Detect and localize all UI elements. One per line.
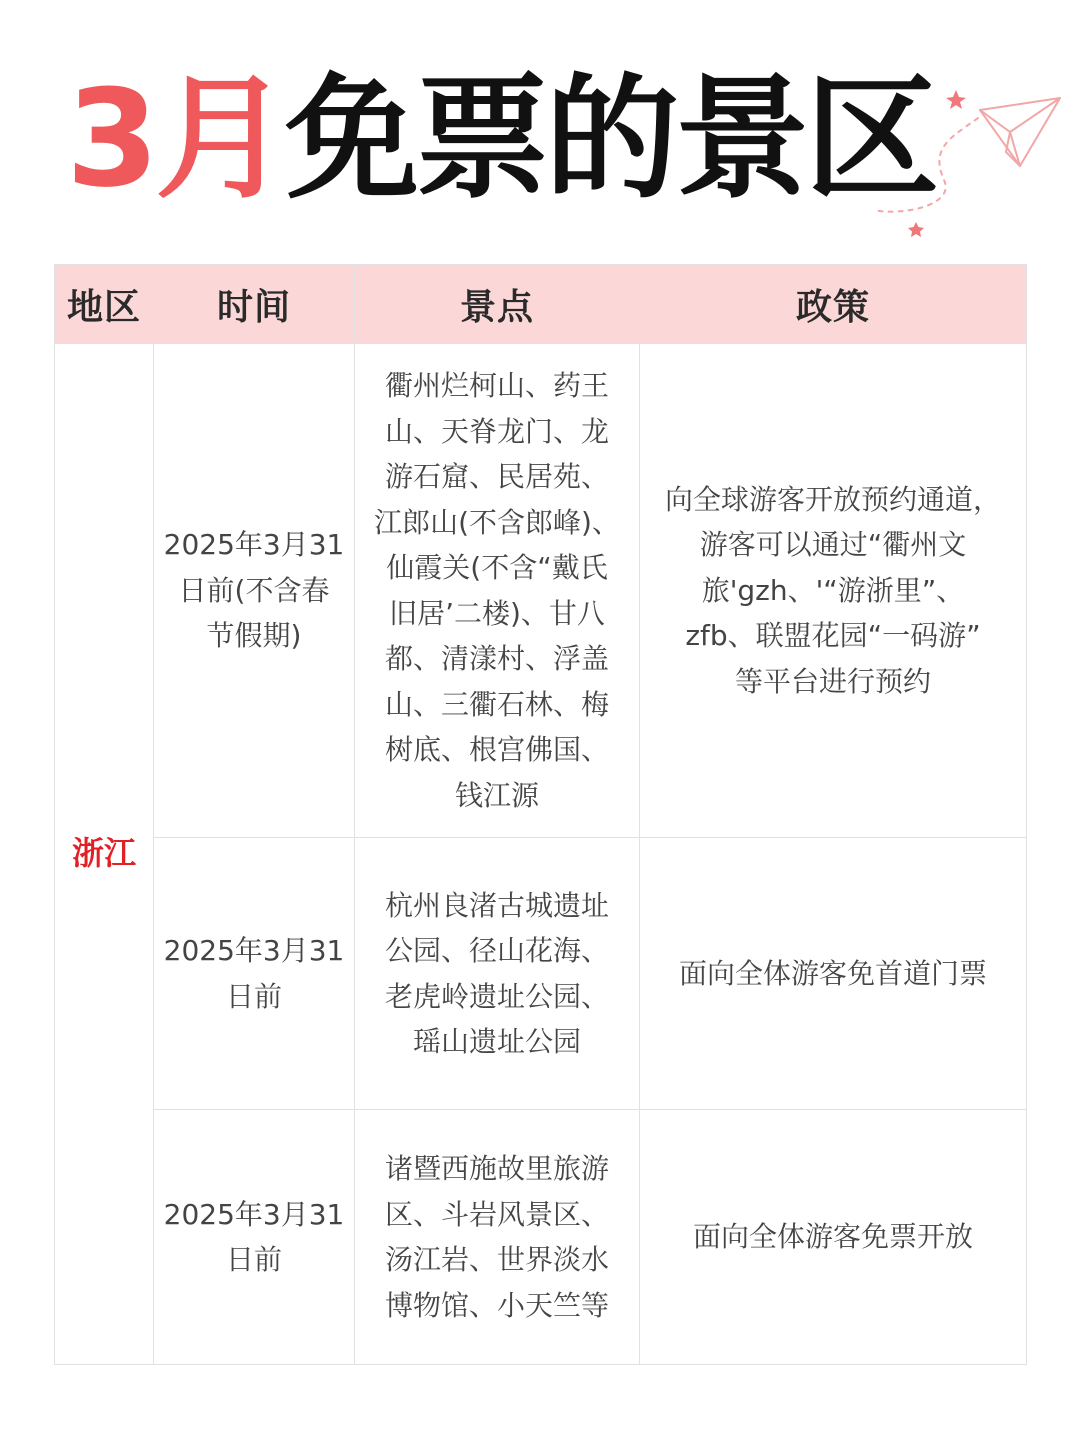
time-cell: [154, 838, 355, 1110]
title-month: 3月: [66, 61, 286, 217]
spots-cell: [355, 344, 640, 838]
time-text: 2025年3月31 日前: [163, 1197, 345, 1276]
header-time: 时间: [154, 265, 355, 344]
time-cell: [154, 1110, 355, 1365]
time-text: 2025年3月31 日前: [163, 934, 345, 1013]
table-header-row: [55, 265, 1027, 344]
table-row: [55, 344, 1027, 838]
title-main: 免票的景区: [285, 61, 936, 217]
policy-cell: [640, 838, 1027, 1110]
table-row: [55, 1110, 1027, 1365]
policy-cell: [640, 344, 1027, 838]
spots-cell: [355, 838, 640, 1110]
page-title: [66, 61, 936, 217]
policy-text: 向全球游客开放预约通道， 游客可以通过“衢州文 旅'gzh、'“游浙里”、 zfb、联盟花园“一码游” 等平台进行预约: [664, 482, 1001, 698]
time-text: 2025年3月31 日前(不含春 节假期): [163, 528, 345, 653]
paper-plane-icon: [860, 88, 1070, 248]
header-spots: 景点: [355, 265, 640, 344]
free-tickets-table: [54, 264, 1026, 1365]
policy-text: 面向全体游客免票开放: [692, 1220, 973, 1254]
spots-text: 杭州良渚古城遗址 公园、径山花海、 老虎岭遗址公园、 瑶山遗址公园: [384, 888, 609, 1058]
policy-text: 面向全体游客免首道门票: [678, 956, 987, 990]
header-policy: 政策: [640, 265, 1027, 344]
time-cell: [154, 344, 355, 838]
spots-text: 诸暨西施故里旅游 区、斗岩风景区、 汤江岩、世界淡水 博物馆、小天竺等: [384, 1152, 609, 1322]
spots-text: 衢州烂柯山、药王 山、天脊龙门、龙 游石窟、民居苑、 江郎山(不含郎峰)、 仙霞关(不含“戴氏 旧居’二楼)、甘八 都、清漾村、浮盖 山、三衢石林、梅 树底、根宫佛国、 钱江源: [374, 369, 620, 812]
header-region: 地区: [55, 265, 154, 344]
region-cell: 浙江: [55, 344, 154, 1365]
spots-cell: [355, 1110, 640, 1365]
table-row: [55, 838, 1027, 1110]
policy-cell: [640, 1110, 1027, 1365]
